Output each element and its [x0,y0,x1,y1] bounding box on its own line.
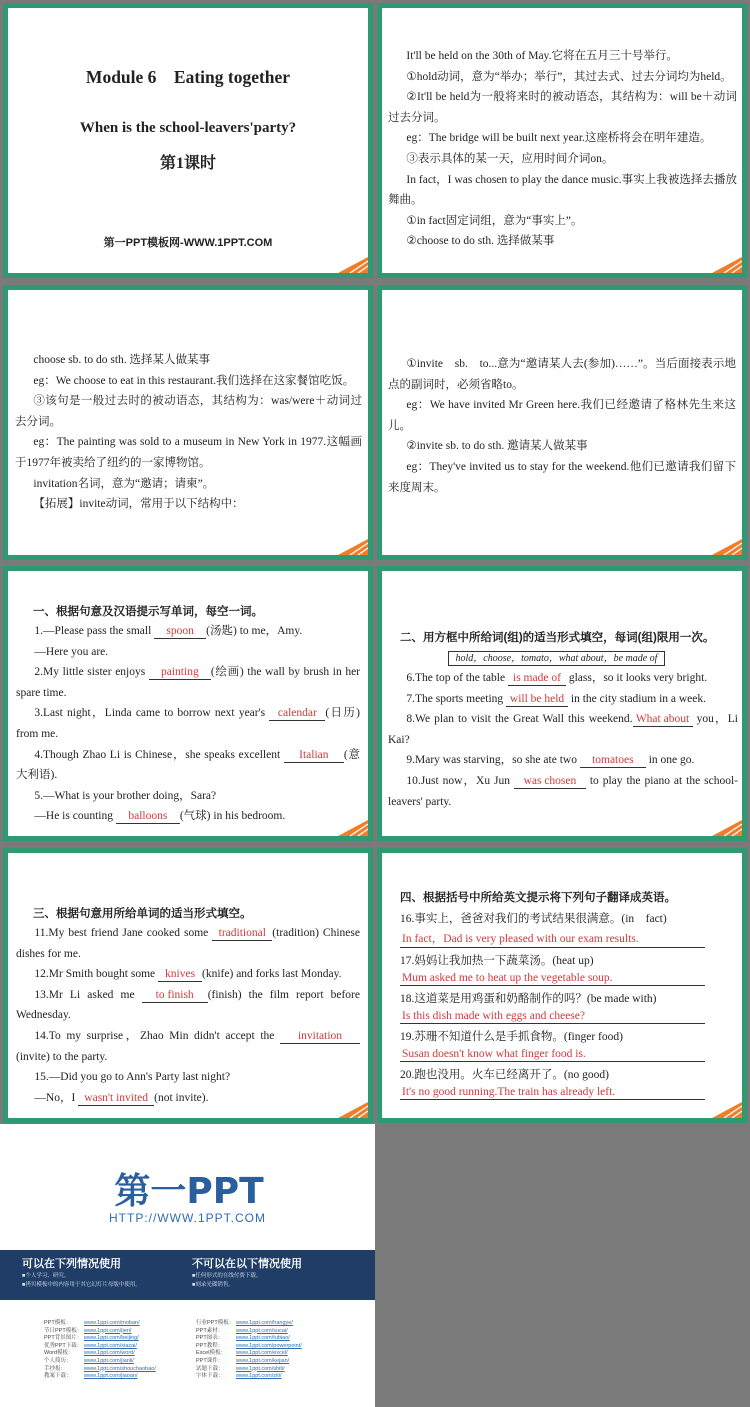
link-url[interactable]: www.1ppt.com/tubiao/ [236,1335,290,1342]
translation-answer[interactable]: Mum asked me to heat up the vegetable soup. [400,970,705,986]
note-line: eg：The painting was sold to a museum in New York in 1977.这幅画于1977年被卖给了纽约的一家博物馆。 [15,436,362,469]
word-box: hold，choose，tomato，what about，be made of [448,651,665,666]
links-left [44,1320,156,1381]
question-line [388,709,738,750]
forbidden-title: 不可以在以下情况使用 [192,1258,302,1270]
question-hint: (日历) from me. [16,707,360,740]
question-line [16,786,360,807]
link-url[interactable]: www.1ppt.com/jiaoan/ [84,1373,138,1380]
note-line: ①in fact固定词组，意为“事实上”。 [406,214,583,227]
translation-question: 16.事实上，爸爸对我们的考试结果很满意。(in fact) [400,913,667,925]
link-url[interactable]: www.1ppt.com/shiti/ [236,1365,285,1372]
answer-blank[interactable]: calendar [269,707,325,721]
answer-blank[interactable]: What about [633,713,693,727]
answer-blank[interactable]: wasn't invited [78,1092,154,1106]
question-text: 6.The top of the table [406,672,508,684]
translation-question: 18.这道菜是用鸡蛋和奶酪制作的吗？(be made with) [400,993,657,1005]
site-url[interactable]: HTTP://WWW.1PPT.COM [109,1211,266,1225]
question-hint: (not invite). [154,1091,209,1104]
translation-answer[interactable]: Is this dish made with eggs and cheese? [400,1008,705,1024]
question-line [16,1067,360,1088]
answer-blank[interactable]: will be held [506,693,568,707]
question-hint: (绘画) the wall by brush in her spare time. [16,666,360,699]
answer-blank[interactable]: Italian [284,749,344,763]
question-line [16,964,360,985]
exercise-items [388,668,738,812]
lesson-number: 第1课时 [159,155,216,172]
question-text: 1.—Please pass the small [34,625,155,637]
question-hint: in one go. [645,754,695,767]
link-label: Word模板： [44,1350,74,1357]
note-line: invitation名词，意为“邀请；请柬”。 [33,477,215,490]
link-url[interactable]: www.1ppt.com/powerpoint/ [236,1342,302,1349]
answer-blank[interactable]: tomatoes [580,754,646,768]
slide-4-notes[interactable] [377,285,747,560]
link-url[interactable]: www.1ppt.com/ziti/ [236,1373,282,1380]
note-line: ①hold动词，意为“举办；举行”，其过去式、过去分词均为held。 [406,70,732,83]
answer-blank[interactable]: to finish [142,989,208,1003]
link-url[interactable]: www.1ppt.com/jieri/ [84,1327,132,1334]
question-text: 8.We plan to visit the Great Wall this weekend. [406,713,633,726]
link-label: PPT图表： [196,1335,224,1342]
link-label: 行业PPT模板： [196,1320,235,1326]
note-line: ②invite sb. to do sth. 邀请某人做某事 [406,440,588,453]
answer-blank[interactable]: spoon [154,625,206,639]
question-text: 7.The sports meeting [406,692,507,705]
link-label: PPT背景图片： [44,1335,83,1342]
corner-stripes-icon [712,257,742,273]
answer-blank[interactable]: invitation [280,1030,360,1044]
link-row [196,1350,302,1358]
slide-8-exercise-four[interactable] [377,848,747,1123]
question-line [16,745,360,786]
link-row [196,1373,302,1381]
question-text: —He is counting [34,810,116,823]
answer-blank[interactable]: balloons [116,810,180,824]
translation-answer[interactable]: Susan doesn't know what finger food is. [400,1046,705,1062]
exercise-heading: 三、根据句意用所给单词的适当形式填空。 [33,908,252,920]
link-label: PPT教程： [196,1342,224,1349]
corner-stripes-icon [712,820,742,836]
note-line: eg：We have invited Mr Green here.我们已经邀请了格林先生来这儿。 [388,399,736,432]
question-line [16,621,360,642]
question-line [388,668,738,689]
link-row [44,1358,156,1366]
note-line: ②It'll be held为一般将来时的被动语态，其结构为：will be＋动词过去分词。 [388,91,737,124]
question-line [16,1088,360,1109]
question-text: 14.To my surprise，Zhao Min didn't accept the [34,1029,280,1042]
slide-1-title[interactable] [3,3,373,278]
translation-items [400,907,705,1100]
link-url[interactable]: www.1ppt.com/beijing/ [84,1335,139,1342]
module-title: Module 6 Eating together [85,67,291,87]
question-hint: (tradition) Chinese dishes for me. [16,927,360,960]
slide-6-exercise-two[interactable] [377,566,747,841]
question-line [16,1026,360,1067]
link-url[interactable]: www.1ppt.com/sucai/ [236,1327,288,1334]
note-line: choose sb. to do sth. 选择某人做某事 [33,354,211,366]
question-text: 2.My little sister enjoys [34,666,149,679]
link-row [196,1358,302,1366]
corner-stripes-icon [338,539,368,555]
link-label: PPT模板： [44,1320,72,1326]
note-line: In fact，I was chosen to play the dance music.事实上我被选择去播放舞曲。 [388,173,737,207]
link-url[interactable]: www.1ppt.com/moban/ [84,1320,140,1326]
slide-7-exercise-three[interactable] [3,848,373,1123]
note-line: ②choose to do sth. 选择做某事 [406,235,555,248]
question-hint: (knife) and forks last Monday. [202,968,342,981]
link-label: 优秀PPT下载： [44,1342,83,1349]
exercise-items [16,923,360,1108]
question-line [16,923,360,964]
link-url[interactable]: www.1ppt.com/xiazai/ [84,1342,137,1349]
question-text: 4.Though Zhao Li is Chinese，she speaks excellent [34,748,284,761]
link-url[interactable]: www.1ppt.com/excel/ [236,1350,288,1357]
question-line [16,806,360,827]
note-line: eg：The bridge will be built next year.这座桥将会在明年建造。 [406,132,712,145]
question-line [16,703,360,744]
question-hint: (finish) the film report before Wednesday. [16,988,360,1022]
links-right [196,1320,302,1381]
question-text: 9.Mary was starving，so she ate two [406,754,580,767]
link-label: 节日PPT模板： [44,1327,83,1334]
notes-block [388,46,737,252]
note-line: ③表示具体的某一天，应用时间介词on。 [406,152,614,165]
link-row [196,1335,302,1343]
link-label: 试题下载： [196,1365,224,1372]
note-line: 【拓展】invite动词，常用于以下结构中： [33,498,244,511]
link-row [196,1320,302,1328]
question-line [388,771,738,812]
slide-5-exercise-one[interactable] [3,566,373,841]
answer-blank[interactable]: painting [149,666,211,680]
corner-stripes-icon [338,820,368,836]
note-line: It'll be held on the 30th of May.它将在五月三十号举行。 [406,50,678,62]
link-row [44,1335,156,1343]
question-text: 5.—What is your brother doing，Sara? [34,789,217,802]
question-text: 3.Last night，Linda came to borrow next year's [34,707,270,720]
link-label: PPT素材： [196,1327,224,1334]
question-text: 12.Mr Smith bought some [34,968,159,981]
corner-stripes-icon [338,1102,368,1118]
question-hint: (invite) to the party. [16,1050,108,1063]
link-label: PPT课件： [196,1357,224,1364]
question-hint: glass，so it looks very bright. [565,672,708,684]
question-line [388,689,738,710]
question-hint: (汤匙) to me，Amy. [206,625,303,637]
notes-block [388,354,736,498]
link-url[interactable]: www.1ppt.com/kejian/ [236,1357,290,1364]
translation-answer[interactable]: In fact，Dad is very pleased with our exam results. [400,928,705,948]
allowed-title: 可以在下列情况使用 [22,1258,121,1270]
question-text: —Here you are. [34,645,109,658]
question-line [16,662,360,703]
exercise-heading: 二、用方框中所给词(组)的适当形式填空，每词(组)限用一次。 [400,632,715,644]
translation-question: 17.妈妈让我加热一下蔬菜汤。(heat up) [400,955,594,967]
slide-footer: 第一PPT模板网-WWW.1PPT.COM [103,237,273,249]
answer-blank[interactable]: knives [158,968,202,982]
exercise-heading: 四、根据括号中所给英文提示将下列句子翻译成英语。 [400,892,676,904]
question-text: 15.—Did you go to Ann's Party last night? [34,1071,231,1084]
translation-answer[interactable]: It's no good running.The train has already left. [400,1084,705,1100]
link-row [44,1320,156,1328]
usage-item: ■拷贝模板中的内容用于其它幻灯片母版中使用。 [22,1282,141,1288]
link-label: 教案下载： [44,1373,72,1380]
link-label: 个人简历： [44,1357,72,1364]
link-url[interactable]: www.1ppt.com/shouchaobao/ [84,1365,156,1372]
question-text: 11.My best friend Jane cooked some [34,927,213,939]
lesson-subtitle: When is the school-leavers'party? [79,120,297,136]
forbidden-list [192,1272,261,1290]
link-label: 字体下载： [196,1373,224,1380]
translation-question: 19.苏珊不知道什么是手抓食物。(finger food) [400,1031,623,1043]
answer-blank[interactable]: traditional [212,927,272,941]
question-hint: (气球) in his bedroom. [179,810,286,823]
slide-2-notes[interactable] [377,3,747,278]
question-line [16,985,360,1026]
link-url[interactable]: www.1ppt.com/hangye/ [236,1320,293,1326]
corner-stripes-icon [712,1102,742,1118]
question-line [388,750,738,771]
usage-item: ■刻录光碟销售。 [192,1282,234,1288]
note-line: eg：They've invited us to stay for the weekend.他们已邀请我们留下来度周末。 [388,460,736,494]
exercise-heading: 一、根据句意及汉语提示写单词，每空一词。 [33,606,263,618]
answer-blank[interactable]: is made of [508,672,566,686]
brand-logo [96,1170,282,1208]
question-text: 13.Mr Li asked me [34,988,142,1001]
link-row [44,1350,156,1358]
question-text: 10.Just now，Xu Jun [406,774,514,787]
link-label: 手抄报： [44,1365,67,1372]
usage-item: ■个人学习、研究。 [22,1273,70,1279]
allowed-list [22,1272,141,1290]
answer-blank[interactable]: was chosen [514,775,586,789]
link-url[interactable]: www.1ppt.com/word/ [84,1350,135,1357]
link-row [44,1373,156,1381]
question-text: —No，I [34,1091,79,1104]
svg-text:第一PPT: 第一PPT [114,1171,264,1208]
usage-band [0,1250,375,1300]
translation-question: 20.跑也没用。火车已经离开了。(no good) [400,1069,609,1081]
note-line: eg：We choose to eat in this restaurant.我们选择在这家餐馆吃饭。 [33,374,355,387]
exercise-items [16,621,360,827]
question-hint: in the city stadium in a week. [568,692,707,705]
notes-block [15,350,362,515]
question-hint: (意大利语). [16,748,360,782]
usage-item: ■任何形式的在线付费下载。 [192,1273,262,1279]
promo-slide[interactable] [0,1124,375,1407]
question-hint: to play the piano at the school-leavers' party. [388,774,739,808]
link-label: Excel模板： [196,1350,226,1357]
link-url[interactable]: www.1ppt.com/jianli/ [84,1357,134,1364]
corner-stripes-icon [712,539,742,555]
slide-3-notes[interactable] [3,285,373,560]
note-line: ③该句是一般过去时的被动语态，其结构为：was/were＋动词过去分词。 [15,395,362,428]
corner-stripes-icon [338,257,368,273]
question-hint: you，Li Kai? [388,713,738,746]
question-line [16,642,360,663]
note-line: ①invite sb. to...意为“邀请某人去(参加)……”。当后面接表示地点的副词时，必须省略to。 [388,358,736,391]
